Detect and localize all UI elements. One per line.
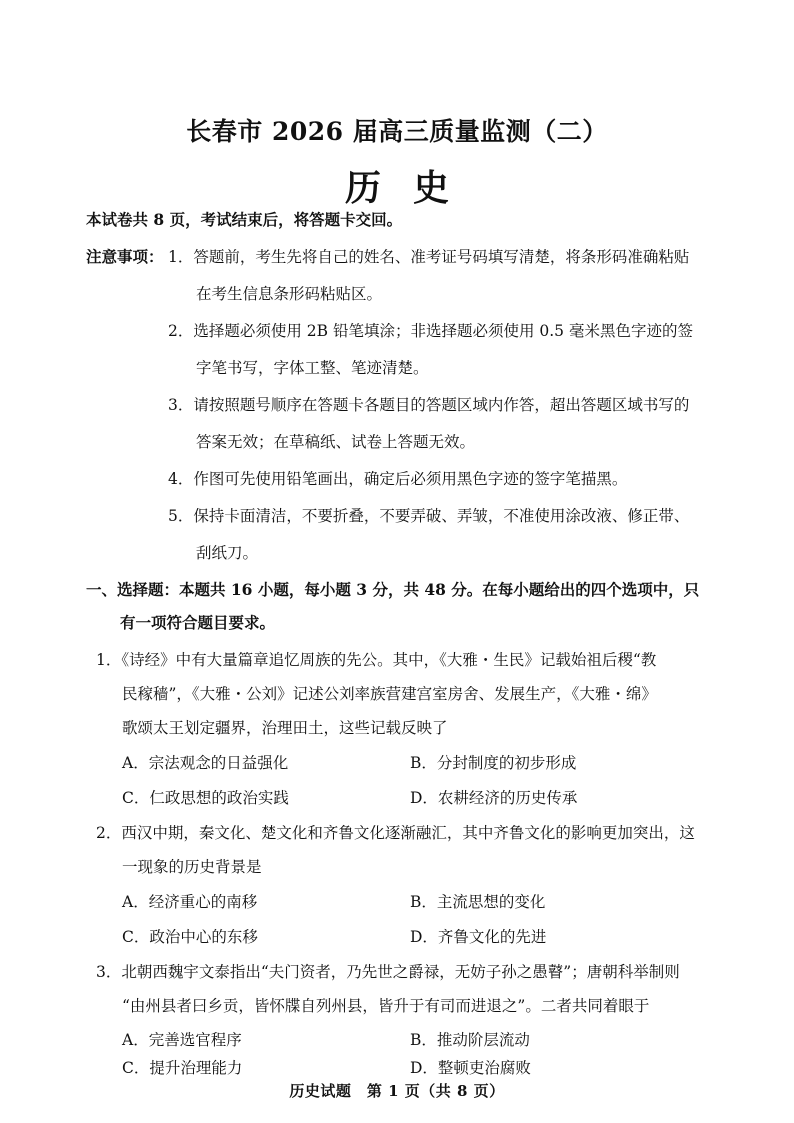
subject-title: 历史 [344,167,481,209]
question-2-option-b[interactable]: B．主流思想的变化 [410,893,546,911]
notice-item-4-line1: 4．作图可先使用铅笔画出，确定后必须用黑色字迹的签字笔描黑。 [168,470,628,488]
question-1-line3: 歌颂太王划定疆界，治理田土，这些记载反映了 [122,719,448,737]
exam-title: 长春市 2026 届高三质量监测（二） [186,117,608,146]
notice-item-1-line1: 1．答题前，考生先将自己的姓名、准考证号码填写清楚，将条形码准确粘贴 [168,248,690,266]
question-3-line2: “由州县者曰乡贡，皆怀牒自列州县，皆升于有司而进退之”。二者共同着眼于 [122,997,650,1015]
page-footer: 历史试题 第 1 页（共 8 页） [289,1082,505,1100]
question-3-line1: 3．北朝西魏宇文泰指出“夫门资者，乃先世之爵禄，无妨子孙之愚瞽”；唐朝科举制则 [96,963,680,981]
section-heading-line2: 有一项符合题目要求。 [120,613,276,632]
notice-item-2-line2: 字笔书写，字体工整、笔迹清楚。 [196,359,429,377]
intro-text: 本试卷共 8 页，考试结束后，将答题卡交回。 [86,210,403,229]
notice-item-5-line2: 刮纸刀。 [196,544,259,562]
notice-item-5-line1: 5．保持卡面清洁，不要折叠，不要弄破、弄皱，不准使用涂改液、修正带、 [168,507,690,525]
question-1-line2: 民稼穑”，《大雅・公刘》记述公刘率族营建宫室房舍、发展生产，《大雅・绵》 [122,685,657,703]
question-3-option-d[interactable]: D．整顿吏治腐败 [410,1059,531,1077]
question-1-option-d[interactable]: D．农耕经济的历史传承 [410,789,578,807]
question-1-option-a[interactable]: A．宗法观念的日益强化 [122,754,289,772]
question-3-option-b[interactable]: B．推动阶层流动 [410,1031,530,1049]
section-heading-line1: 一、选择题：本题共 16 小题，每小题 3 分，共 48 分。在每小题给出的四个选项中，只 [86,580,700,599]
question-2-option-c[interactable]: C．政治中心的东移 [122,928,258,946]
question-1-line1: 1．《诗经》中有大量篇章追忆周族的先公。其中，《大雅・生民》记载始祖后稷“教 [96,651,657,669]
question-2-option-d[interactable]: D．齐鲁文化的先进 [410,928,547,946]
question-3-option-a[interactable]: A．完善选官程序 [122,1031,242,1049]
notice-item-3-line1: 3．请按照题号顺序在答题卡各题目的答题区域内作答，超出答题区域书写的 [168,396,690,414]
question-2-option-a[interactable]: A．经济重心的南移 [122,893,258,911]
question-1-option-c[interactable]: C．仁政思想的政治实践 [122,789,289,807]
notice-label: 注意事项： [86,247,164,266]
question-1-option-b[interactable]: B．分封制度的初步形成 [410,754,577,772]
question-2-line1: 2．西汉中期，秦文化、楚文化和齐鲁文化逐渐融汇，其中齐鲁文化的影响更加突出，这 [96,824,695,842]
notice-item-3-line2: 答案无效；在草稿纸、试卷上答题无效。 [196,433,476,451]
question-3-option-c[interactable]: C．提升治理能力 [122,1059,243,1077]
question-2-line2: 一现象的历史背景是 [122,858,262,876]
notice-item-1-line2: 在考生信息条形码粘贴区。 [196,285,383,303]
notice-item-2-line1: 2．选择题必须使用 2B 铅笔填涂；非选择题必须使用 0.5 毫米黑色字迹的签 [168,322,693,340]
